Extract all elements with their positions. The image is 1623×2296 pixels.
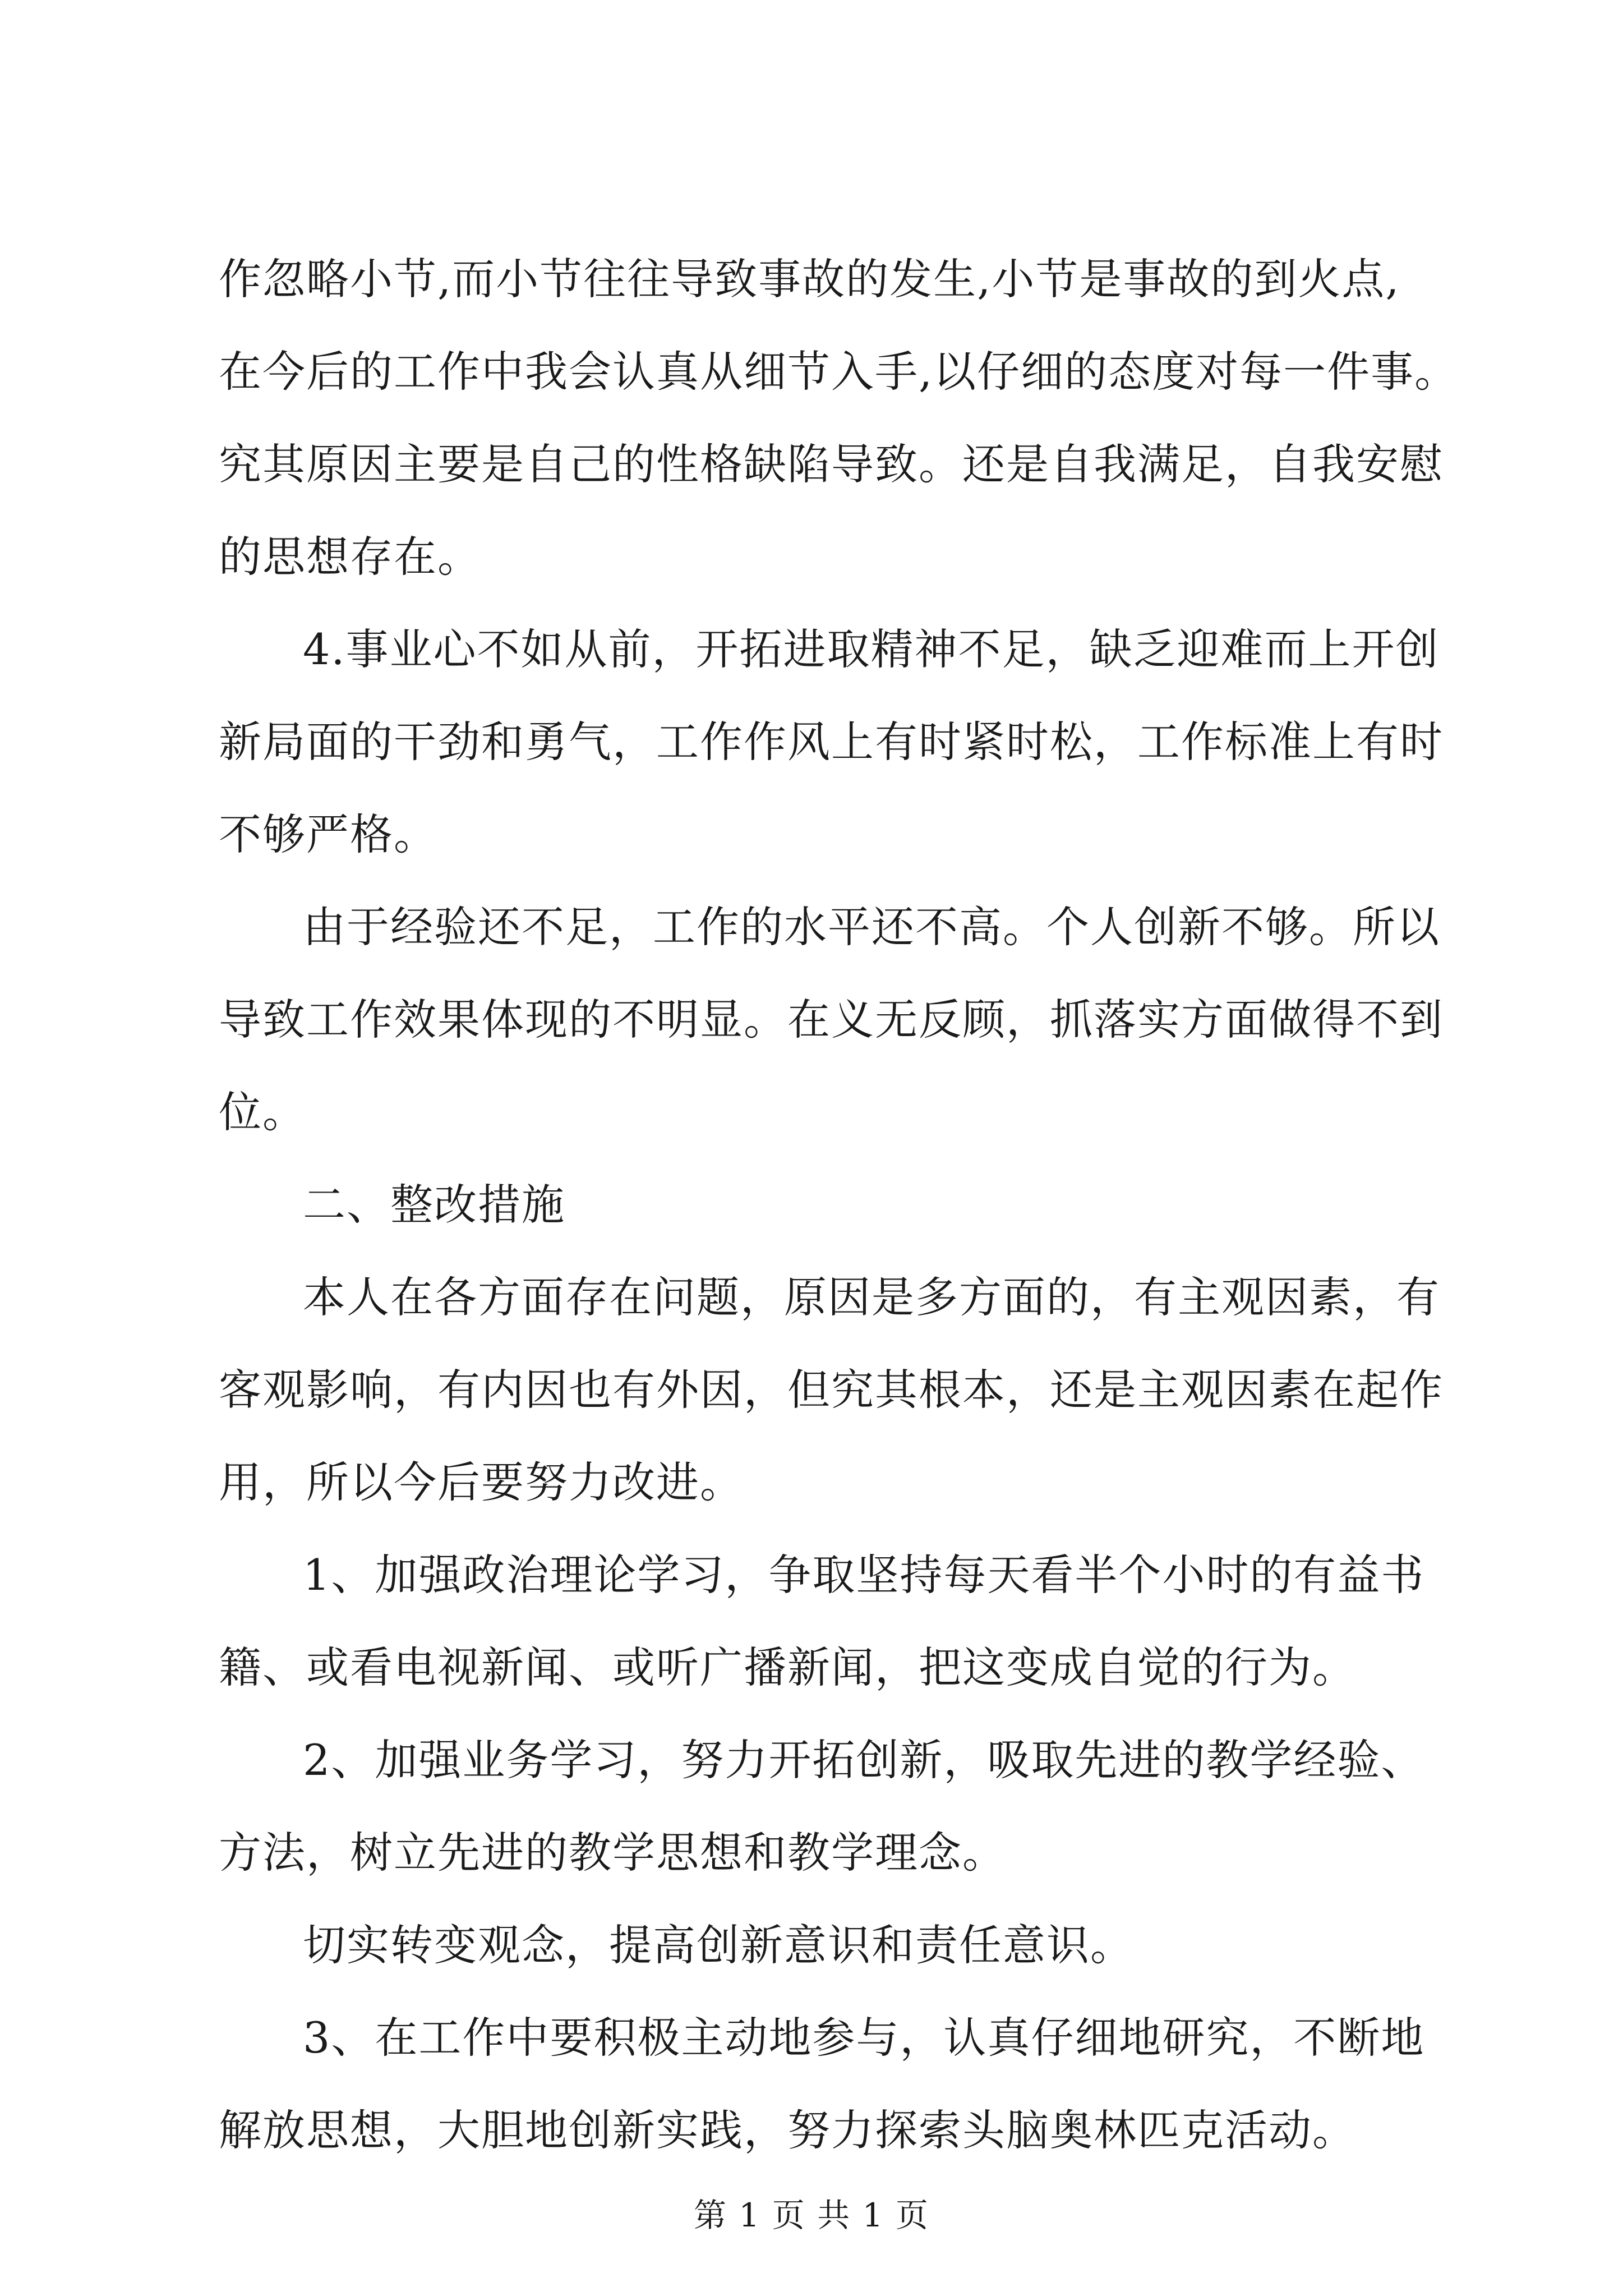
text-line: 位。 — [219, 1087, 306, 1137]
text-line: 客观影响，有内因也有外因，但究其根本，还是主观因素在起作 — [219, 1365, 1444, 1415]
text-line: 用，所以今后要努力改进。 — [219, 1457, 744, 1507]
text-line: 导致工作效果体现的不明显。在义无反顾，抓落实方面做得不到 — [219, 995, 1444, 1045]
text-line: 方法，树立先进的教学思想和教学理念。 — [219, 1828, 1006, 1878]
text-line: 解放思想，大胆地创新实践，努力探索头脑奥林匹克活动。 — [219, 2105, 1356, 2155]
text-line: 作忽略小节,而小节往往导致事故的发生,小节是事故的到火点, — [219, 254, 1400, 304]
text-line: 2、加强业务学习，努力开拓创新，吸取先进的教学经验、 — [303, 1735, 1425, 1785]
section-heading: 二、整改措施 — [303, 1180, 565, 1230]
text-line: 不够严格。 — [219, 809, 437, 859]
text-line: 切实转变观念，提高创新意识和责任意识。 — [303, 1920, 1134, 1970]
text-line: 的思想存在。 — [219, 532, 481, 582]
text-line: 本人在各方面存在问题，原因是多方面的，有主观因素，有 — [303, 1272, 1440, 1322]
text-line: 在今后的工作中我会认真从细节入手,以仔细的态度对每一件事。 — [219, 347, 1459, 397]
text-line: 籍、或看电视新闻、或听广播新闻，把这变成自觉的行为。 — [219, 1642, 1356, 1692]
text-line: 由于经验还不足，工作的水平还不高。个人创新不够。所以 — [303, 902, 1440, 952]
text-line: 1、加强政治理论学习，争取坚持每天看半个小时的有益书 — [303, 1550, 1425, 1600]
text-line: 3、在工作中要积极主动地参与，认真仔细地研究，不断地 — [303, 2013, 1425, 2063]
text-line: 新局面的干劲和勇气，工作作风上有时紧时松，工作标准上有时 — [219, 717, 1444, 767]
text-line: 4.事业心不如从前，开拓进取精神不足，缺乏迎难而上开创 — [303, 624, 1440, 674]
text-line: 究其原因主要是自己的性格缺陷导致。还是自我满足，自我安慰 — [219, 439, 1444, 489]
page-footer: 第 1 页 共 1 页 — [694, 2196, 929, 2234]
